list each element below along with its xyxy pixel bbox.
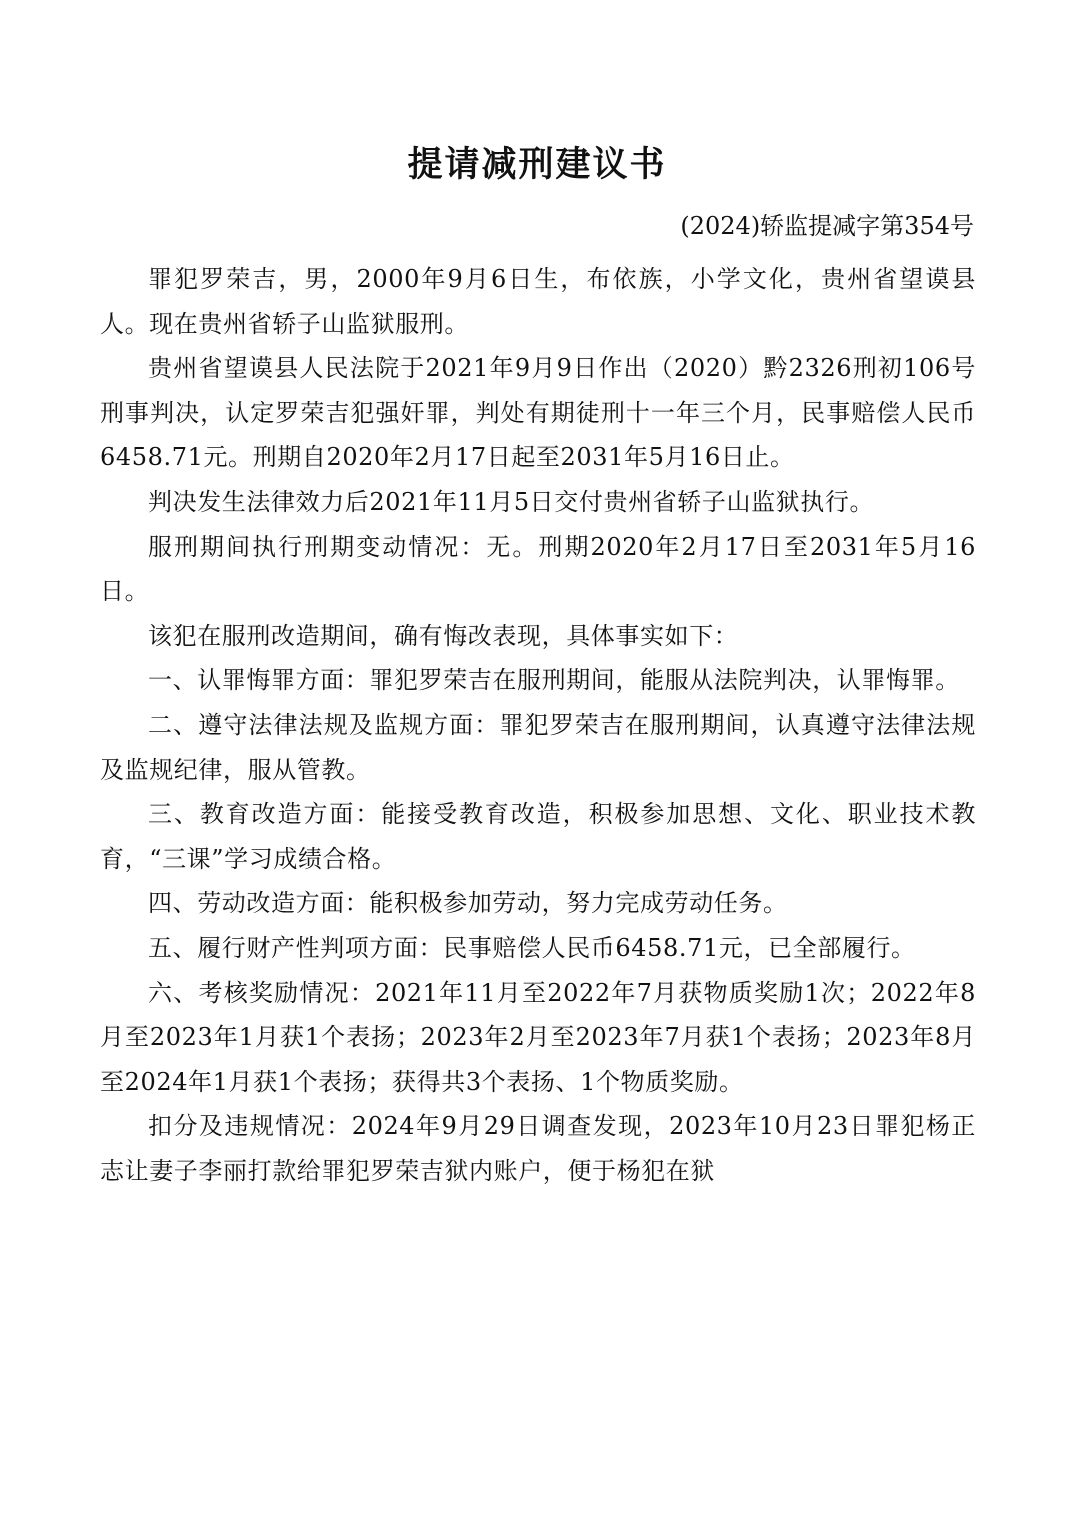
document-body	[100, 257, 976, 1193]
paragraph-law-compliance: 二、遵守法律法规及监规方面：罪犯罗荣吉在服刑期间，认真遵守法律法规及监规纪律，服从管教。	[100, 710, 976, 784]
paragraph-violations: 扣分及违规情况：2024年9月29日调查发现，2023年10月23日罪犯杨正志让妻子李丽打款给罪犯罗荣吉狱内账户，便于杨犯在狱	[100, 1112, 976, 1185]
paragraph-sentence-changes: 服刑期间执行刑期变动情况：无。刑期2020年2月17日至2031年5月16日。	[100, 532, 976, 606]
document-number: (2024)轿监提减字第354号	[680, 212, 974, 240]
paragraph-property: 五、履行财产性判项方面：民事赔偿人民币6458.71元，已全部履行。	[148, 933, 916, 962]
paragraph-delivery: 判决发生法律效力后2021年11月5日交付贵州省轿子山监狱执行。	[148, 487, 875, 516]
paragraph-judgment: 贵州省望谟县人民法院于2021年9月9日作出（2020）黔2326刑初106号刑事判决，认定罗荣吉犯强奸罪，判处有期徒刑十一年三个月，民事赔偿人民币6458.71元。刑期自2020年2月17日起至2031年5月16日止。	[100, 354, 976, 472]
paragraph-rewards: 六、考核奖励情况：2021年11月至2022年7月获物质奖励1次；2022年8月至2023年1月获1个表扬；2023年2月至2023年7月获1个表扬；2023年8月至2024年1月获1个表扬；获得共3个表扬、1个物质奖励。	[100, 978, 976, 1096]
document-title: 提请减刑建议书	[407, 145, 667, 185]
paragraph-repentance: 一、认罪悔罪方面：罪犯罗荣吉在服刑期间，能服从法院判决，认罪悔罪。	[148, 666, 960, 695]
paragraph-facts-intro: 该犯在服刑改造期间，确有悔改表现，具体事实如下：	[148, 621, 739, 650]
paragraph-criminal-info: 罪犯罗荣吉，男，2000年9月6日生，布依族，小学文化，贵州省望谟县人。现在贵州省轿子山监狱服刑。	[100, 265, 976, 338]
paragraph-education: 三、教育改造方面：能接受教育改造，积极参加思想、文化、职业技术教育，“三课”学习成绩合格。	[100, 800, 976, 873]
paragraph-labor: 四、劳动改造方面：能积极参加劳动，努力完成劳动任务。	[148, 889, 788, 918]
